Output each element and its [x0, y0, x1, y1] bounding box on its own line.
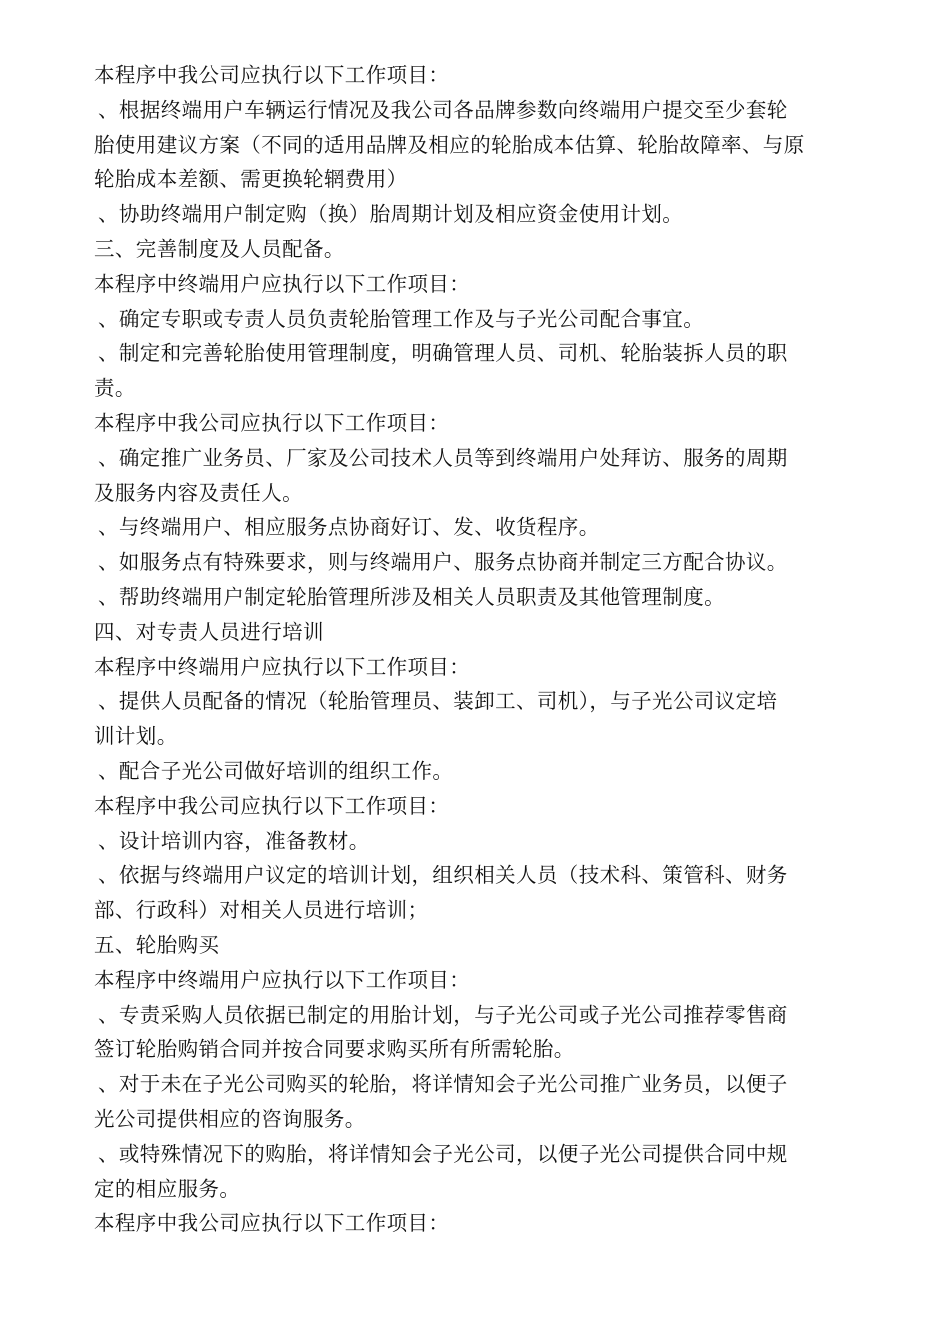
- text-line: 胎使用建议方案（不同的适用品牌及相应的轮胎成本估算、轮胎故障率、与原: [94, 132, 805, 157]
- text-line: 光公司提供相应的咨询服务。: [94, 1106, 366, 1131]
- text-line: 、与终端用户、相应服务点协商好订、发、收货程序。: [98, 515, 600, 540]
- text-line: 及服务内容及责任人。: [94, 480, 303, 505]
- text-line: 签订轮胎购销合同并按合同要求购买所有所需轮胎。: [94, 1037, 575, 1062]
- text-line: 责。: [94, 376, 136, 401]
- text-line: 本程序中终端用户应执行以下工作项目：: [94, 967, 471, 992]
- text-line: 本程序中我公司应执行以下工作项目：: [94, 1211, 450, 1236]
- text-line: 、确定推广业务员、厂家及公司技术人员等到终端用户处拜访、服务的周期: [98, 445, 788, 470]
- text-line: 、专责采购人员依据已制定的用胎计划，与子光公司或子光公司推荐零售商: [98, 1002, 788, 1027]
- text-line: 、或特殊情况下的购胎，将详情知会子光公司，以便子光公司提供合同中规: [98, 1141, 788, 1166]
- text-line: 轮胎成本差额、需更换轮辋费用）: [94, 167, 408, 192]
- text-line: 、确定专职或专责人员负责轮胎管理工作及与子光公司配合事宜。: [98, 306, 705, 331]
- section-heading: 五、轮胎购买: [94, 932, 220, 957]
- text-line: 、配合子光公司做好培训的组织工作。: [98, 758, 454, 783]
- text-line: 、依据与终端用户议定的培训计划，组织相关人员（技术科、策管科、财务: [98, 863, 788, 888]
- document-body: [94, 58, 864, 1241]
- text-line: 本程序中我公司应执行以下工作项目：: [94, 793, 450, 818]
- text-line: 、协助终端用户制定购（换）胎周期计划及相应资金使用计划。: [98, 202, 684, 227]
- text-line: 定的相应服务。: [94, 1176, 241, 1201]
- text-line: 、设计培训内容，准备教材。: [98, 828, 370, 853]
- text-line: 本程序中终端用户应执行以下工作项目：: [94, 654, 471, 679]
- text-line: 、帮助终端用户制定轮胎管理所涉及相关人员职责及其他管理制度。: [98, 584, 725, 609]
- section-heading: 三、完善制度及人员配备。: [94, 236, 345, 261]
- text-line: 本程序中我公司应执行以下工作项目：: [94, 410, 450, 435]
- text-line: 本程序中终端用户应执行以下工作项目：: [94, 271, 471, 296]
- text-line: 、对于未在子光公司购买的轮胎，将详情知会子光公司推广业务员，以便子: [98, 1072, 788, 1097]
- text-line: 、制定和完善轮胎使用管理制度，明确管理人员、司机、轮胎装拆人员的职: [98, 341, 788, 366]
- text-line: 、根据终端用户车辆运行情况及我公司各品牌参数向终端用户提交至少套轮: [98, 97, 788, 122]
- text-line: 训计划。: [94, 724, 178, 749]
- text-line: 部、行政科）对相关人员进行培训；: [94, 898, 429, 923]
- text-line: 、提供人员配备的情况（轮胎管理员、装卸工、司机），与子光公司议定培: [98, 689, 778, 714]
- text-line: 、如服务点有特殊要求，则与终端用户、服务点协商并制定三方配合协议。: [98, 550, 788, 575]
- section-heading: 四、对专责人员进行培训: [94, 619, 324, 644]
- text-line: 本程序中我公司应执行以下工作项目：: [94, 63, 450, 87]
